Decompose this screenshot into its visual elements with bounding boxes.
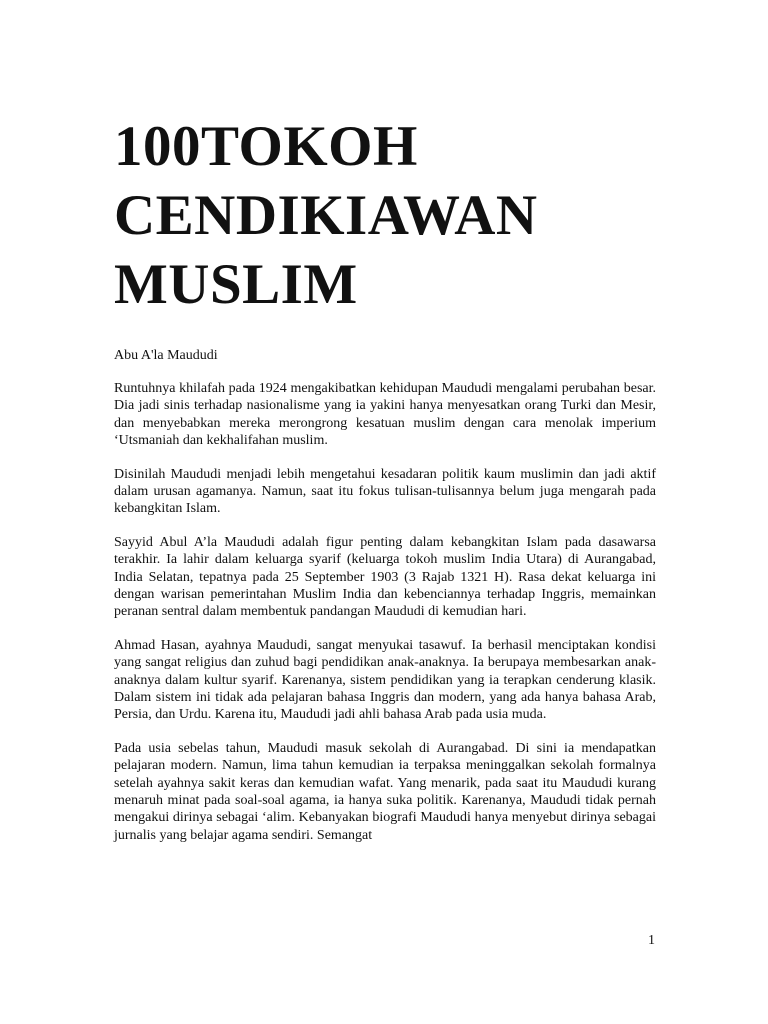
title-line: MUSLIM [114,253,358,316]
paragraph: Disinilah Maududi menjadi lebih mengetahui kesadaran politik kaum muslimin dan jadi aktif dalam urusan agamanya. Namun, saat itu fokus tulisan-tulisannya belum juga mengarah pada kebangkitan Islam. [114,466,656,517]
title-line: 100TOKOH [114,115,418,178]
paragraph: Runtuhnya khilafah pada 1924 mengakibatkan kehidupan Maududi mengalami perubahan besar. Dia jadi sinis terhadap nasionalisme yang ia yakini hanya menyesatkan orang Turki dan Mesir, dan menyebabkan mereka merongrong kesatuan muslim dengan cara menolak imperium ‘Utsmaniah dan kekhalifahan muslim. [114,381,656,448]
document-title [114,112,674,319]
paragraph: Pada usia sebelas tahun, Maududi masuk sekolah di Aurangabad. Di sini ia mendapatkan pelajaran modern. Namun, lima tahun kemudian ia terpaksa meninggalkan sekolah formalnya setelah ayahnya sakit keras dan kemudian wafat. Yang menarik, pada saat itu Maududi kurang menaruh minat pada soal-soal agama, ia hanya suka politik. Karenanya, Maududi tidak pernah mengakui dirinya sebagai ‘alim. Kebanyakan biografi Maududi hanya menyebut dirinya sebagai jurnalis yang belajar agama sendiri. Semangat [114,741,656,843]
body-text [114,380,656,860]
page-number: 1 [648,933,655,948]
paragraph: Sayyid Abul A’la Maududi adalah figur penting dalam kebangkitan Islam pada dasawarsa terakhir. Ia lahir dalam keluarga syarif (keluarga tokoh muslim India Utara) di Aurangabad, India Selatan, tepatnya pada 25 September 1903 (3 Rajab 1321 H). Rasa dekat keluarga ini dengan warisan pemerintahan Muslim India dan kebenciannya terhadap Inggris, memainkan peranan sentral dalam membentuk pandangan Maududi di kemudian hari. [114,535,656,620]
title-line: CENDIKIAWAN [114,184,538,247]
author-name: Abu A'la Maududi [114,348,218,363]
paragraph: Ahmad Hasan, ayahnya Maududi, sangat menyukai tasawuf. Ia berhasil menciptakan kondisi yang sangat religius dan zuhud bagi pendidikan anak-anaknya. Ia berupaya membesarkan anak-anaknya dalam kultur syarif. Karenanya, sistem pendidikan yang ia terapkan cenderung klasik. Dalam sistem ini tidak ada pelajaran bahasa Inggris dan modern, yang ada hanya bahasa Arab, Persia, dan Urdu. Karena itu, Maududi jadi ahli bahasa Arab pada usia muda. [114,638,656,723]
